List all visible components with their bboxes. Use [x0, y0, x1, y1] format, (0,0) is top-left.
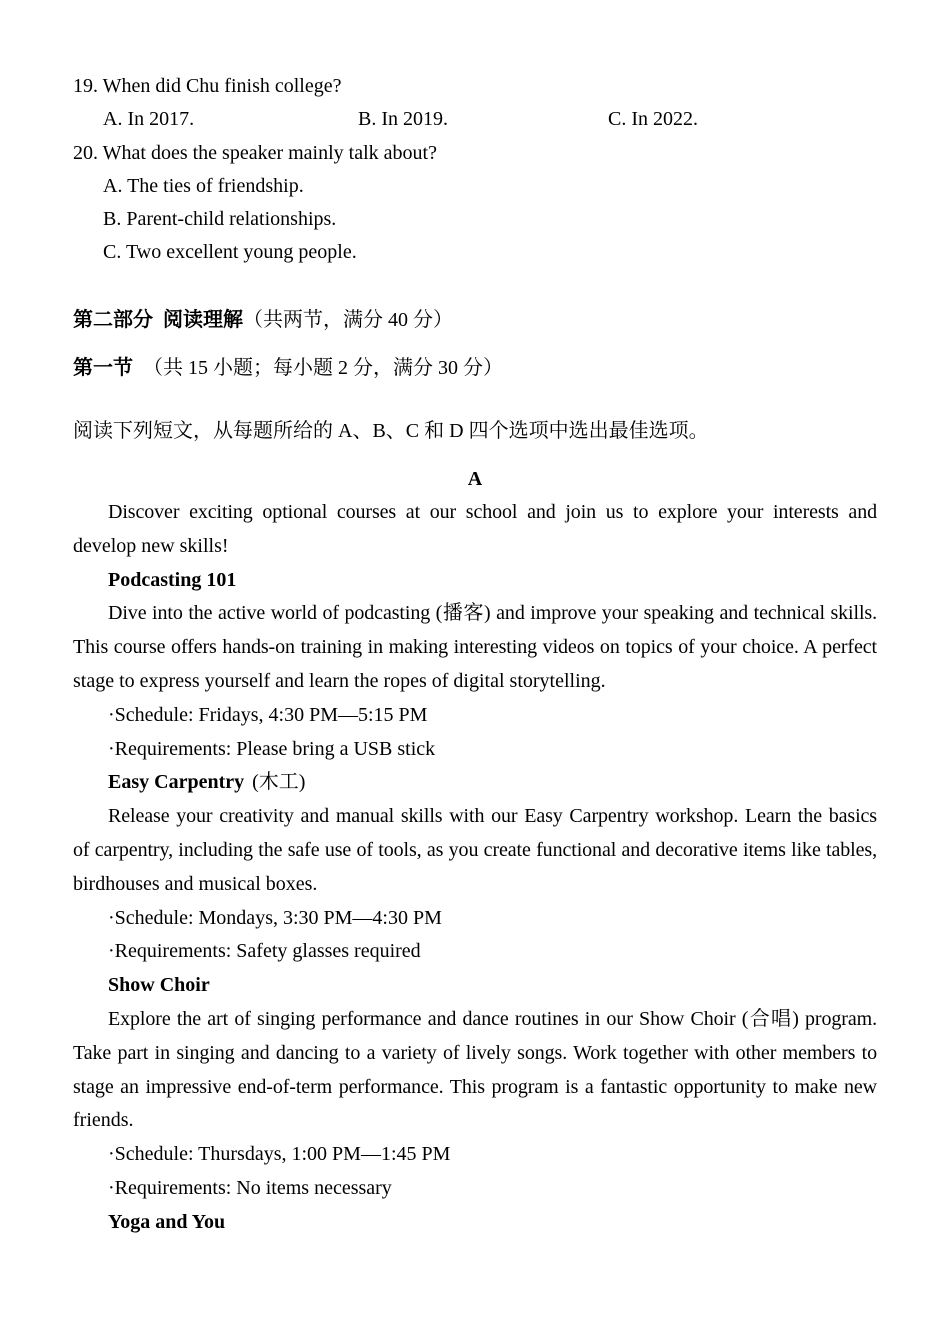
intro-line: develop new skills! [73, 534, 229, 557]
course-requirements: ·Requirements: No items necessary [108, 1176, 392, 1199]
course-description-line: Take part in singing and dancing to a variety of lively songs. Work together with other members to [73, 1041, 877, 1064]
course-description-line: This course offers hands-on training in making interesting videos on topics of your choice. A perfect [73, 636, 877, 659]
section-one-title: 第一节 [73, 356, 133, 379]
course-schedule: ·Schedule: Thursdays, 1:00 PM—1:45 PM [108, 1143, 451, 1166]
course-requirements: ·Requirements: Safety glasses required [108, 940, 421, 963]
course-title-note: (木工) [252, 771, 306, 794]
question-19-options [73, 103, 877, 136]
section-one-note: （共 15 小题；每小题 2 分，满分 30 分） [143, 356, 503, 379]
question-19-option-a: A. In 2017. [103, 108, 195, 131]
question-20-stem: 20. What does the speaker mainly talk about? [73, 141, 437, 164]
course-description-line: Dive into the active world of podcasting (播客) and improve your speaking and technical skills. [108, 602, 877, 625]
part-two-heading [73, 303, 877, 337]
course-description-line: friends. [73, 1109, 134, 1132]
question-20-option-c: C. Two excellent young people. [103, 241, 357, 264]
reading-instruction: 阅读下列短文，从每题所给的 A、B、C 和 D 四个选项中选出最佳选项。 [73, 419, 709, 442]
course-schedule: ·Schedule: Fridays, 4:30 PM—5:15 PM [108, 703, 428, 726]
course-description-line: Explore the art of singing performance and dance routines in our Show Choir (合唱) program. [108, 1007, 877, 1030]
listening-questions [73, 70, 877, 270]
course-title-carpentry [73, 766, 877, 800]
question-19-option-b: B. In 2019. [358, 108, 448, 131]
course-description-line: stage an impressive end-of-term performance. This program is a fantastic opportunity to make new [73, 1075, 877, 1098]
course-title-text: Easy Carpentry [108, 771, 245, 794]
question-20-option-b: B. Parent-child relationships. [103, 208, 337, 231]
section-one-heading [73, 351, 877, 385]
course-title-show-choir: Show Choir [108, 974, 210, 997]
passage-label: A [467, 467, 483, 490]
course-title-yoga: Yoga and You [108, 1210, 226, 1233]
course-description-line: of carpentry, including the safe use of tools, as you create functional and decorative items like tables, [73, 838, 877, 861]
part-two-note: （共两节，满分 40 分） [243, 308, 453, 331]
intro-line: Discover exciting optional courses at our school and join us to explore your interests and [108, 500, 877, 523]
course-description-line: Release your creativity and manual skills with our Easy Carpentry workshop. Learn the basics [108, 805, 877, 828]
question-20-option-a: A. The ties of friendship. [103, 174, 304, 197]
exam-page [73, 0, 877, 1240]
course-schedule: ·Schedule: Mondays, 3:30 PM—4:30 PM [108, 906, 442, 929]
part-two-title: 第二部分 阅读理解 [73, 308, 243, 331]
course-title-podcasting: Podcasting 101 [108, 568, 237, 591]
question-19-option-c: C. In 2022. [608, 108, 698, 131]
course-description-line: stage to express yourself and learn the ropes of digital storytelling. [73, 669, 606, 692]
course-requirements: ·Requirements: Please bring a USB stick [108, 737, 436, 760]
passage-a [73, 496, 877, 1240]
question-19-stem: 19. When did Chu finish college? [73, 75, 342, 97]
course-description-line: birdhouses and musical boxes. [73, 872, 318, 895]
